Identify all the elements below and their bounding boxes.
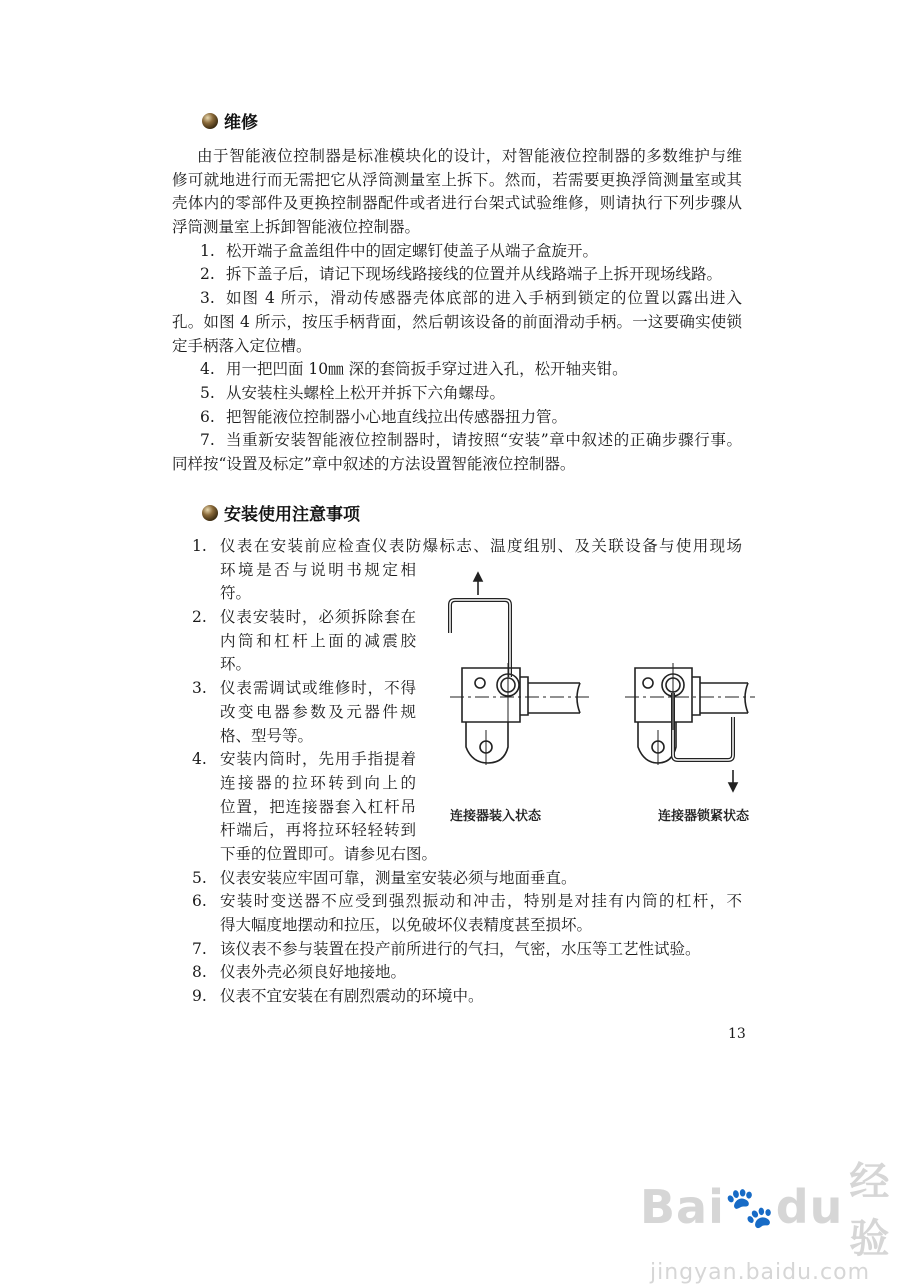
step-line — [172, 287, 742, 311]
step-text: 拆下盖子后，请记下现场线路接线的位置并从线路端子上拆开现场线路。 — [226, 265, 723, 284]
item-text: 格、型号等。 — [220, 726, 314, 745]
item-text: 仪表需调试或维修时，不得 — [220, 679, 416, 698]
item-text: 连接器的拉环转到向上的 — [220, 773, 416, 792]
item-number: 9. — [192, 987, 207, 1006]
section-heading-precautions — [202, 500, 360, 525]
step-line — [172, 358, 742, 382]
paragraph-line: 壳体内的零部件及更换控制器配件或者进行台架式试验维修，则请执行下列步骤从 — [172, 194, 742, 213]
bullet-ball-icon — [202, 505, 218, 521]
item-text: 仪表在安装前应检查仪表防爆标志、温度组别、及关联设备与使用现场 — [220, 537, 742, 555]
list-line — [188, 867, 742, 891]
step-number: 3. — [200, 289, 215, 308]
list-line — [188, 961, 742, 985]
maintenance-body — [172, 145, 742, 477]
list-line — [188, 535, 742, 559]
paragraph-line: 浮筒测量室上拆卸智能液位控制器。 — [172, 218, 421, 237]
item-text: 安装内筒时，先用手指提着 — [220, 750, 416, 769]
list-line — [188, 985, 742, 1009]
paragraph-line: 由于智能液位控制器是标准模块化的设计，对智能液位控制器的多数维护与维 — [197, 147, 742, 165]
item-text: 该仪表不参与装置在投产前所进行的气扫，气密，水压等工艺性试验。 — [220, 939, 701, 958]
paragraph-line: 修可就地进行而无需把它从浮筒测量室上拆下。然而，若需要更换浮筒测量室或其 — [172, 170, 742, 189]
step-text: 松开端子盒盖组件中的固定螺钉使盖子从端子盒旋开。 — [226, 241, 599, 260]
item-text: 下垂的位置即可。请参见右图。 — [220, 844, 438, 863]
item-number: 7. — [192, 939, 207, 958]
bullet-ball-icon — [202, 113, 218, 129]
list-line — [188, 914, 742, 938]
section-title: 安装使用注意事项 — [224, 505, 360, 525]
item-text: 仪表外壳必须良好地接地。 — [220, 963, 407, 982]
item-number: 8. — [192, 963, 207, 982]
item-text: 仪表不宜安装在有剧烈震动的环境中。 — [220, 987, 484, 1006]
item-number: 3. — [192, 679, 207, 698]
page-number: 13 — [728, 1026, 746, 1042]
step-number: 6. — [200, 407, 215, 426]
step-number: 1. — [200, 241, 215, 260]
step-line — [172, 240, 742, 264]
step-text: 定手柄落入定位槽。 — [172, 336, 312, 355]
step-text: 当重新安装智能液位控制器时，请按照“安装”章中叙述的正确步骤行事。 — [226, 431, 742, 450]
section-heading-maintenance — [202, 108, 258, 133]
list-line — [188, 938, 742, 962]
step-line — [172, 311, 742, 335]
step-line — [172, 382, 742, 406]
item-text: 符。 — [220, 584, 252, 603]
step-line — [172, 406, 742, 430]
step-text: 同样按“设置及标定”章中叙述的方法设置智能液位控制器。 — [172, 454, 576, 473]
step-text: 从安装柱头螺栓上松开并拆下六角螺母。 — [226, 383, 506, 402]
item-text: 环。 — [220, 655, 252, 674]
item-text: 杆端后，再将拉环轻轻转到 — [220, 821, 416, 840]
step-number: 7. — [200, 431, 215, 450]
item-text: 安装时变送器不应受到强烈振动和冲击，特别是对挂有内筒的杠杆，不 — [220, 892, 742, 911]
connector-locked-drawing — [625, 663, 755, 791]
item-number: 4. — [192, 750, 207, 769]
step-text: 把智能液位控制器小心地直线拉出传感器扭力管。 — [226, 407, 568, 426]
item-number: 5. — [192, 868, 207, 887]
paw-icon: 🐾 — [724, 1184, 776, 1231]
watermark-logo-text: du — [775, 1180, 844, 1234]
watermark — [640, 1150, 905, 1285]
item-text: 内筒和杠杆上面的减震胶 — [220, 631, 416, 650]
section-title: 维修 — [224, 113, 258, 133]
item-number: 6. — [192, 892, 207, 911]
watermark-logo-text: 经验 — [849, 1159, 891, 1262]
caption-locked: 连接器锁紧状态 — [658, 809, 750, 824]
step-text: 孔。如图 4 所示，按压手柄背面，然后朝该设备的前面滑动手柄。一这要确实使锁 — [172, 312, 742, 331]
item-number: 1. — [192, 537, 207, 555]
item-text: 改变电器参数及元器件规 — [220, 702, 416, 721]
step-line — [172, 263, 742, 287]
item-text: 位置，把连接器套入杠杆吊 — [220, 797, 416, 816]
item-text: 仪表安装时，必须拆除套在 — [220, 608, 416, 627]
step-text: 用一把凹面 10㎜ 深的套筒扳手穿过进入孔，松开轴夹钳。 — [226, 360, 628, 379]
list-line — [188, 890, 742, 914]
step-number: 5. — [200, 383, 215, 402]
watermark-url: jingyan.baidu.com — [650, 1260, 871, 1285]
connector-figure — [430, 565, 760, 805]
step-line — [172, 429, 742, 453]
item-number: 2. — [192, 608, 207, 627]
list-line — [188, 843, 742, 867]
item-text: 得大幅度地摆动和拉压，以免破坏仪表精度甚至损坏。 — [220, 916, 593, 934]
caption-installed: 连接器装入状态 — [450, 809, 542, 824]
step-line — [172, 335, 742, 359]
step-number: 4. — [200, 360, 215, 379]
watermark-logo-text: Bai — [640, 1180, 725, 1234]
step-text: 如图 4 所示，滑动传感器壳体底部的进入手柄到锁定的位置以露出进入 — [226, 289, 742, 308]
step-number: 2. — [200, 265, 215, 284]
item-text: 环境是否与说明书规定相 — [220, 560, 416, 579]
step-line — [172, 453, 742, 477]
connector-installed-drawing — [450, 573, 590, 765]
item-text: 仪表安装应牢固可靠，测量室安装必须与地面垂直。 — [220, 868, 577, 887]
